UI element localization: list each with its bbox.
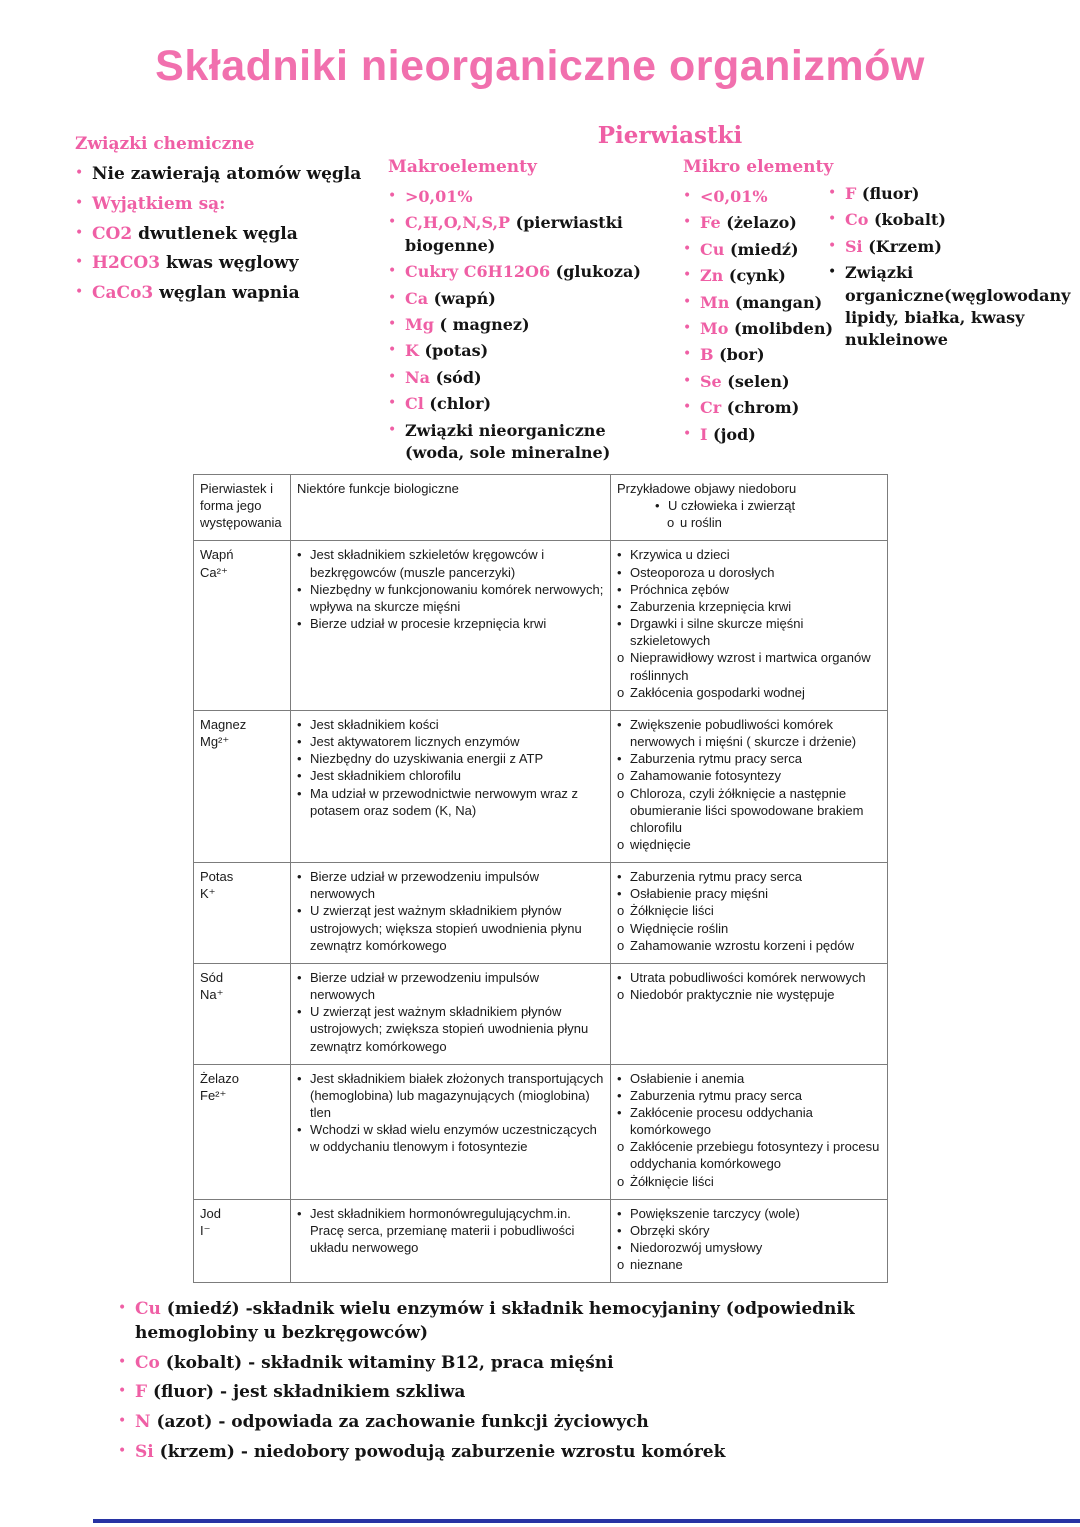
table-list-item <box>617 1205 881 1222</box>
list-item <box>683 344 845 366</box>
list-item-text: B (bor) <box>700 345 765 365</box>
element-cell <box>194 710 291 862</box>
table-list-item <box>297 767 604 784</box>
bullet-icon: • <box>297 768 302 784</box>
table-list-item <box>617 649 881 683</box>
header-symptoms-column <box>611 475 888 541</box>
list-item-text: <0,01% <box>700 187 768 206</box>
list-item-text: CO2 dwutlenek węgla <box>92 223 298 244</box>
bullet-icon: • <box>297 581 302 597</box>
bullet-icon: • <box>297 785 302 801</box>
list-item-text: Si (krzem) - niedobory powodują zaburzenie wzrostu komórek <box>135 1441 726 1462</box>
table-list-text: Próchnica zębów <box>630 581 729 597</box>
table-list-item <box>617 1222 881 1239</box>
table-list-item <box>297 750 604 767</box>
list-item-text: Ca (wapń) <box>405 288 496 308</box>
header-symptoms-title: Przykładowe objawy niedoboru <box>617 481 797 496</box>
bullet-icon: • <box>118 1353 127 1370</box>
chem-list <box>75 163 383 306</box>
list-item-text: Cl (chlor) <box>405 394 492 414</box>
page-bottom-line <box>93 1519 1080 1523</box>
functions-cell <box>291 1064 611 1199</box>
list-item-text: Cu (miedź) -składnik wielu enzymów i składnik hemocyjaniny (odpowiednik hemoglobiny u bezkręgowców) <box>135 1299 855 1343</box>
bullet-icon: • <box>617 1240 622 1256</box>
header-symptoms-human <box>655 497 881 514</box>
table-list-text: Jest składnikiem hormonówregulującychm.in. Pracę serca, przemianę materii i pobudliwości układu nerwowego <box>310 1205 575 1256</box>
element-form: Mg²⁺ <box>200 734 230 750</box>
circle-bullet-icon: o <box>617 937 625 953</box>
circle-bullet-icon: o <box>667 515 675 531</box>
table-list-item <box>297 733 604 750</box>
table-list-item <box>617 684 881 701</box>
bullet-icon: • <box>828 237 837 254</box>
bullet-icon: • <box>297 1205 302 1221</box>
table-list-item <box>297 581 604 615</box>
element-form: I⁻ <box>200 1222 211 1238</box>
list-item <box>388 340 660 362</box>
list-item <box>118 1352 870 1376</box>
mikro-list <box>683 186 845 446</box>
table-list-text: Zakłócenie przebiegu fotosyntezy i procesu oddychania komórkowego <box>630 1139 880 1172</box>
element-cell <box>194 1064 291 1199</box>
table-list-item <box>297 1205 604 1256</box>
list-item <box>388 420 660 465</box>
table-list-text: Zakłócenia gospodarki wodnej <box>630 684 805 700</box>
list-item <box>683 265 845 287</box>
bullet-icon: • <box>683 240 692 257</box>
table-list-item <box>617 1070 881 1087</box>
table-list-text: Ma udział w przewodnictwie nerwowym wraz z potasem oraz sodem (K, Na) <box>310 785 579 818</box>
table-list-text: Jest składnikiem białek złożonych transportujących (hemoglobina) lub magazynujących (mioglobina) tlen <box>310 1070 604 1120</box>
table-list-text: Zakłócenie procesu oddychania komórkowego <box>630 1105 813 1138</box>
element-name: Sód <box>200 969 224 985</box>
bullet-icon: • <box>388 368 397 385</box>
table-list-item <box>617 581 881 598</box>
circle-bullet-icon: o <box>617 987 625 1003</box>
table-row <box>194 541 888 710</box>
element-form: Na⁺ <box>200 987 224 1003</box>
header-symptoms-human-label: U człowieka i zwierząt <box>668 498 796 514</box>
table-row <box>194 863 888 964</box>
table-row <box>194 963 888 1064</box>
table-list-text: Obrzęki skóry <box>630 1222 710 1238</box>
table-list-item <box>617 750 881 767</box>
list-item-text: Fe (żelazo) <box>700 213 797 233</box>
table-list-item <box>297 902 604 953</box>
header-functions-column: Niektóre funkcje biologiczne <box>291 475 611 541</box>
element-name: Żelazo <box>200 1070 240 1086</box>
table-list-text: Jest składnikiem kości <box>310 716 439 732</box>
table-list-text: Zahamowanie wzrostu korzeni i pędów <box>630 937 854 953</box>
circle-bullet-icon: o <box>617 920 625 936</box>
table-list-text: Żółknięcie liści <box>630 1173 714 1189</box>
table-list-item <box>617 1173 881 1190</box>
bullet-icon: • <box>683 372 692 389</box>
table-list-text: Zwiększenie pobudliwości komórek nerwowych i mięśni ( skurcze i drżenie) <box>630 716 857 750</box>
list-item <box>388 186 660 208</box>
table-row <box>194 1199 888 1283</box>
list-item-text: I (jod) <box>700 424 756 444</box>
table-list-text: Zaburzenia rytmu pracy serca <box>630 869 802 885</box>
element-name: Jod <box>200 1205 221 1221</box>
list-item-text: Wyjątkiem są: <box>92 193 226 214</box>
bullet-icon: • <box>118 1300 127 1316</box>
table-list-item <box>617 986 881 1003</box>
symptoms-cell <box>611 1064 888 1199</box>
table-list-item <box>617 546 881 563</box>
table-header-row <box>194 475 888 541</box>
table-list-item <box>617 716 881 750</box>
symptoms-cell <box>611 710 888 862</box>
element-form: K⁺ <box>200 886 216 902</box>
pierwiastki-heading: Pierwiastki <box>597 122 743 149</box>
element-name: Potas <box>200 869 234 885</box>
bullet-icon: • <box>297 734 302 750</box>
table-list-text: U zwierząt jest ważnym składnikiem płynów ustrojowych; większa stopień uwodnienia płynu zewnątrz komórkowego <box>310 903 582 953</box>
bullet-icon: • <box>617 564 622 580</box>
list-item <box>118 1441 870 1465</box>
list-item <box>683 318 845 340</box>
table-list-item <box>297 1003 604 1054</box>
list-item-text: Mn (mangan) <box>700 292 823 312</box>
circle-bullet-icon: o <box>617 836 625 852</box>
table-list-text: Jest aktywatorem licznych enzymów <box>310 734 520 750</box>
table-list-text: Drgawki i silne skurcze mięśni szkieletowych <box>630 616 804 649</box>
table-list-text: U zwierząt jest ważnym składnikiem płynów ustrojowych; zwiększa stopień uwodnienia płynu zewnątrz komórkowego <box>310 1004 589 1054</box>
bullet-icon: • <box>617 751 622 767</box>
bullet-icon: • <box>75 284 84 301</box>
table-list-text: Jest składnikiem chlorofilu <box>310 768 462 784</box>
bullet-icon: • <box>388 188 397 204</box>
list-item <box>388 261 660 283</box>
list-item-text: >0,01% <box>405 187 473 206</box>
table-list-text: Bierze udział w przewodzeniu impulsów nerwowych <box>310 969 540 1003</box>
list-item-text: Nie zawierają atomów węgla <box>92 164 362 184</box>
list-item <box>683 371 845 393</box>
bullet-icon: • <box>617 969 622 985</box>
header-element-column: Pierwiastek i forma jego występowania <box>194 475 291 541</box>
table-list-item <box>617 1087 881 1104</box>
bullet-icon: • <box>297 751 302 767</box>
list-item-text: Związki organiczne(węglowodany lipidy, białka, kwasy nukleinowe <box>845 263 1071 350</box>
table-row <box>194 710 888 862</box>
table-list-item <box>617 767 881 784</box>
table-list-item <box>617 920 881 937</box>
table-list-text: Żółknięcie liści <box>630 903 714 919</box>
element-table <box>193 474 888 1283</box>
bullet-icon: • <box>683 188 692 204</box>
table-list-item <box>297 785 604 819</box>
list-item-text: CaCo3 węglan wapnia <box>92 283 300 304</box>
bullet-icon: • <box>828 185 837 201</box>
table-list-item <box>617 969 881 986</box>
bullet-icon: • <box>297 1122 302 1138</box>
section-makroelementy <box>388 157 660 468</box>
list-item <box>683 424 845 446</box>
circle-bullet-icon: o <box>617 684 625 700</box>
bullet-icon: • <box>683 267 692 284</box>
list-item-text: F (fluor) <box>845 184 920 203</box>
table-list-text: Zaburzenia rytmu pracy serca <box>630 1087 802 1103</box>
list-item-text: Cu (miedź) <box>700 239 799 259</box>
bullet-icon: • <box>828 211 837 228</box>
bullet-icon: • <box>617 547 622 563</box>
table-list-text: Utrata pobudliwości komórek nerwowych <box>630 969 866 985</box>
list-item <box>75 252 383 276</box>
circle-bullet-icon: o <box>617 903 625 919</box>
circle-bullet-icon: o <box>617 1173 625 1189</box>
header-symptoms-plant <box>667 514 881 531</box>
bullet-icon: • <box>655 498 660 514</box>
table-list-item <box>617 598 881 615</box>
list-item-text: N (azot) - odpowiada za zachowanie funkcji życiowych <box>135 1412 649 1433</box>
bullet-icon: • <box>683 346 692 363</box>
table-list-text: Jest składnikiem szkieletów kręgowców i bezkręgowców (muszle pancerzyki) <box>310 547 545 580</box>
bullet-icon: • <box>297 716 302 732</box>
element-name: Magnez <box>200 716 247 732</box>
table-list-text: więdnięcie <box>630 836 691 852</box>
bullet-icon: • <box>617 716 622 732</box>
element-form: Ca²⁺ <box>200 564 228 580</box>
list-item-text: Co (kobalt) - składnik witaminy B12, praca mięśni <box>135 1352 614 1373</box>
list-item <box>118 1411 870 1435</box>
extra-elements-list <box>828 183 1071 356</box>
list-item-text: Zn (cynk) <box>700 266 786 286</box>
bullet-icon: • <box>617 1222 622 1238</box>
table-list-text: Niedorozwój umysłowy <box>630 1240 763 1256</box>
table-list-text: nieznane <box>630 1257 683 1273</box>
table-list-item <box>617 902 881 919</box>
circle-bullet-icon: o <box>617 1139 625 1155</box>
list-item-text: Cukry C6H12O6 (glukoza) <box>405 262 641 282</box>
bullet-icon: • <box>617 869 622 885</box>
table-list-text: Osłabienie pracy mięśni <box>630 886 769 902</box>
table-list-text: Zaburzenia rytmu pracy serca <box>630 751 802 767</box>
bullet-icon: • <box>75 254 84 271</box>
list-item-text: Co (kobalt) <box>845 210 946 230</box>
list-item-text: Si (Krzem) <box>845 236 942 256</box>
bullet-icon: • <box>388 263 397 280</box>
table-list-text: Chloroza, czyli żółknięcie a następnie obumieranie liści spowodowane brakiem chlorofilu <box>630 785 864 835</box>
bullet-icon: • <box>75 224 84 241</box>
bullet-icon: • <box>388 342 397 359</box>
footer-notes-list <box>118 1298 870 1471</box>
bullet-icon: • <box>617 886 622 902</box>
circle-bullet-icon: o <box>617 650 625 666</box>
circle-bullet-icon: o <box>617 1257 625 1273</box>
symptoms-cell <box>611 1199 888 1283</box>
list-item-text: Mg ( magnez) <box>405 314 530 334</box>
table-list-item <box>617 1256 881 1273</box>
bullet-icon: • <box>828 264 837 281</box>
bullet-icon: • <box>617 1087 622 1103</box>
table-list-item <box>617 836 881 853</box>
list-item <box>118 1298 870 1346</box>
table-list-item <box>297 1121 604 1155</box>
element-cell <box>194 541 291 710</box>
element-cell <box>194 863 291 964</box>
bullet-icon: • <box>75 194 84 211</box>
bullet-icon: • <box>118 1383 127 1400</box>
circle-bullet-icon: o <box>617 768 625 784</box>
element-form: Fe²⁺ <box>200 1087 227 1103</box>
list-item <box>388 367 660 389</box>
functions-cell <box>291 710 611 862</box>
element-table-body <box>194 541 888 1283</box>
header-symptoms-plant-label: u roślin <box>680 515 722 531</box>
table-list-item <box>617 885 881 902</box>
table-list-text: Wchodzi w skład wielu enzymów uczestniczących w oddychaniu tlenowym i fotosyntezie <box>310 1122 597 1155</box>
table-list-text: Krzywica u dzieci <box>630 547 730 563</box>
list-item-text: Cr (chrom) <box>700 398 800 418</box>
list-item <box>118 1381 870 1405</box>
list-item-text: C,H,O,N,S,P (pierwiastki biogenne) <box>405 213 623 255</box>
list-item <box>388 393 660 415</box>
list-item-text: F (fluor) - jest składnikiem szkliwa <box>135 1382 466 1403</box>
bullet-icon: • <box>617 1105 622 1120</box>
bullet-icon: • <box>297 616 302 632</box>
functions-cell <box>291 963 611 1064</box>
table-list-text: Bierze udział w przewodzeniu impulsów nerwowych <box>310 869 540 902</box>
mikro-heading: Mikro elementy <box>683 157 834 177</box>
table-list-item <box>297 716 604 733</box>
list-item <box>683 397 845 419</box>
table-row <box>194 1064 888 1199</box>
functions-cell <box>291 541 611 710</box>
list-item <box>828 183 1056 205</box>
list-item <box>75 223 383 247</box>
list-item <box>683 186 845 208</box>
bullet-icon: • <box>388 395 397 412</box>
element-cell <box>194 963 291 1064</box>
table-list-item <box>617 937 881 954</box>
makro-list <box>388 186 660 464</box>
table-list-text: Niezbędny do uzyskiwania energii z ATP <box>310 751 544 767</box>
list-item <box>828 262 1071 352</box>
symptoms-cell <box>611 963 888 1064</box>
table-list-item <box>617 1239 881 1256</box>
bullet-icon: • <box>617 598 622 614</box>
table-list-text: Zahamowanie fotosyntezy <box>630 768 782 784</box>
list-item-text: Mo (molibden) <box>700 318 834 338</box>
bullet-icon: • <box>118 1413 127 1430</box>
table-list-text: Nieprawidłowy wzrost i martwica organów roślinnych <box>630 650 871 683</box>
list-item <box>683 292 845 314</box>
bullet-icon: • <box>617 1205 622 1221</box>
list-item <box>388 314 660 336</box>
bullet-icon: • <box>297 903 302 919</box>
table-list-text: Zaburzenia krzepnięcia krwi <box>630 598 792 614</box>
list-item <box>75 282 383 306</box>
bullet-icon: • <box>388 289 397 306</box>
bullet-icon: • <box>683 425 692 442</box>
bullet-icon: • <box>388 214 397 231</box>
bullet-icon: • <box>297 1004 302 1020</box>
table-list-item <box>617 1104 881 1138</box>
bullet-icon: • <box>118 1442 127 1459</box>
bullet-icon: • <box>683 214 692 231</box>
bullet-icon: • <box>297 869 302 885</box>
list-item-text: H2CO3 kwas węglowy <box>92 253 299 274</box>
symptoms-cell <box>611 863 888 964</box>
bullet-icon: • <box>683 399 692 416</box>
list-item-text: Se (selen) <box>700 371 790 391</box>
table-list-item <box>617 1138 881 1172</box>
table-list-text: Osteoporoza u dorosłych <box>630 564 775 580</box>
table-list-item <box>617 868 881 885</box>
table-list-item <box>297 868 604 902</box>
makro-heading: Makroelementy <box>388 157 537 177</box>
bullet-icon: • <box>388 421 397 438</box>
table-list-text: Niezbędny w funkcjonowaniu komórek nerwowych; wpływa na skurcze mięśni <box>310 581 604 614</box>
bullet-icon: • <box>683 319 692 336</box>
page-title: Składniki nieorganiczne organizmów <box>155 42 925 90</box>
table-list-item <box>297 1070 604 1121</box>
section-mikroelementy <box>683 157 845 450</box>
list-item-text: Związki nieorganiczne (woda, sole mineralne) <box>405 420 611 462</box>
bullet-icon: • <box>297 1070 302 1086</box>
bullet-icon: • <box>617 1070 622 1086</box>
table-list-text: Osłabienie i anemia <box>630 1070 745 1086</box>
circle-bullet-icon: o <box>617 785 625 801</box>
element-cell <box>194 1199 291 1283</box>
bullet-icon: • <box>297 547 302 563</box>
list-item <box>683 212 845 234</box>
section-zwiazki-chemiczne <box>75 134 383 312</box>
list-item <box>828 209 1056 231</box>
bullet-icon: • <box>683 293 692 310</box>
table-list-item <box>617 785 881 836</box>
list-item <box>828 236 1056 258</box>
table-list-item <box>297 615 604 632</box>
list-item <box>388 288 660 310</box>
functions-cell <box>291 863 611 964</box>
table-list-text: Bierze udział w procesie krzepnięcia krwi <box>310 616 547 632</box>
list-item <box>75 193 383 217</box>
element-name: Wapń <box>200 547 234 563</box>
symptoms-cell <box>611 541 888 710</box>
list-item-text: K (potas) <box>405 341 489 361</box>
table-list-item <box>297 969 604 1003</box>
bullet-icon: • <box>297 969 302 985</box>
bullet-icon: • <box>388 315 397 332</box>
list-item <box>388 212 660 257</box>
table-list-item <box>617 564 881 581</box>
table-list-item <box>617 615 881 649</box>
table-list-text: Więdnięcie roślin <box>630 920 729 936</box>
bullet-icon: • <box>75 165 84 181</box>
table-list-text: Powiększenie tarczycy (wole) <box>630 1205 800 1221</box>
functions-cell <box>291 1199 611 1283</box>
bullet-icon: • <box>617 581 622 597</box>
bullet-icon: • <box>617 616 622 632</box>
list-item <box>75 163 383 187</box>
table-list-item <box>297 546 604 580</box>
chem-heading: Związki chemiczne <box>75 134 255 154</box>
list-item-text: Na (sód) <box>405 367 482 387</box>
table-list-text: Niedobór praktycznie nie występuje <box>630 987 835 1003</box>
list-item <box>683 239 845 261</box>
